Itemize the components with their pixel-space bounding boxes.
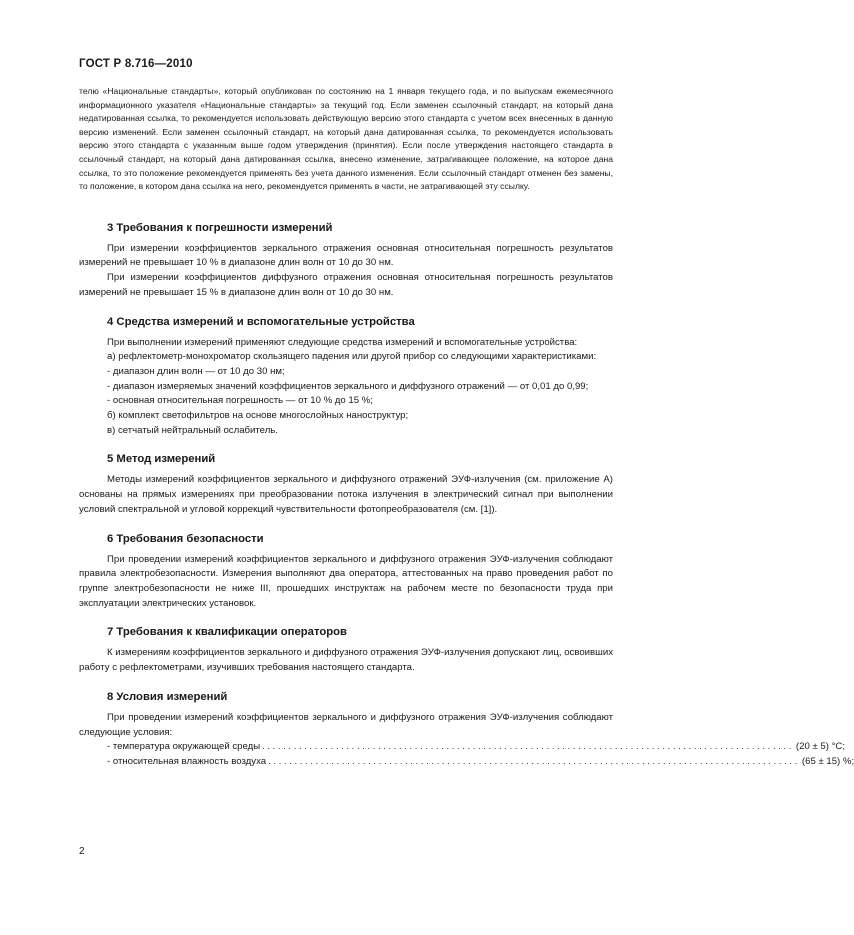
section-5 [79,452,613,517]
section-4-paragraph-1: При выполнении измерений применяют следующие средства измерений и вспомогательные устройства: [107,336,578,348]
intro-paragraph: телю «Национальные стандарты», который опубликован по состоянию на 1 января текущего года, и по выпускам ежемесячного информационного указателя «Национальные стандарты» за текущий год. Если заменен ссылочный стандарт, на который дана недатированная ссылка, то рекомендуется использовать действующую версию этого стандарта с учетом всех внесенных в данную версию изменений. Если заменен ссылочный стандарт, на который дана датированная ссылка, то рекомендуется использовать версию этого стандарта с указанным выше годом утверждения (принятия). Если после утверждения настоящего стандарта в ссылочный стандарт, на который дана датированная ссылка, внесено изменение, затрагивающее положение, на которое дана ссылка, то это положение рекомендуется применять без учета данного изменения. Если ссылочный стандарт отменен без замены, то положение, в котором дана ссылка на него, рекомендуется применять в части, не затрагивающей эту ссылку. [79,86,613,192]
condition-humidity-value: (65 ± 15) %; [801,755,854,767]
section-8-heading: 8 Условия измерений [107,690,228,703]
section-3 [79,221,613,301]
section-4-dash-3: - основная относительная погрешность — от 10 % до 15 %; [107,395,373,407]
condition-temperature-label: - температура окружающей среды [107,741,261,753]
section-4-item-v: в) сетчатый нейтральный ослабитель. [107,424,278,436]
condition-humidity-label: - относительная влажность воздуха [107,755,267,767]
condition-temperature-value: (20 ± 5) °С; [795,741,846,753]
document-code-header: ГОСТ Р 8.716—2010 [79,58,193,70]
dot-leader: ..................................................................................................... [262,741,794,753]
page-content [79,85,854,770]
section-5-heading: 5 Метод измерений [107,453,216,466]
section-3-paragraph-1: При измерении коэффициентов зеркального отражения основная относительная погрешность результатов измерений не превышает 10 % в диапазоне длин волн от 10 до 30 нм. [79,242,613,269]
section-4-dash-1: - диапазон длин волн — от 10 до 30 нм; [107,365,285,377]
section-6-heading: 6 Требования безопасности [107,532,264,545]
section-7-heading: 7 Требования к квалификации операторов [107,626,347,639]
section-6 [79,532,613,612]
section-3-heading: 3 Требования к погрешности измерений [107,221,333,234]
section-8-paragraph-1: При проведении измерений коэффициентов зеркального и диффузного отражения ЭУФ-излучения соблюдают следующие условия: [79,711,613,738]
section-4 [79,315,613,439]
section-4-dash-2: - диапазон измеряемых значений коэффициентов зеркального и диффузного отражений — от 0,01 до 0,99; [107,380,589,392]
section-4-item-a: а) рефлектометр-монохроматор скользящего падения или другой прибор со следующими характеристиками: [107,351,597,363]
condition-humidity [79,755,854,770]
section-5-paragraph-1: Методы измерений коэффициентов зеркального и диффузного отражений ЭУФ-излучения (см. приложение А) основаны на прямых измерениях при преобразовании потока излучения в электрический сигнал при выполнении условий спектральной и угловой коррекций чувствительности фотопреобразователя (см. [1]). [79,474,613,515]
dot-leader: ..................................................................................................... [268,755,800,767]
section-6-paragraph-1: При проведении измерений коэффициентов зеркального и диффузного отражения ЭУФ-излучения соблюдают правила электробезопасности. Измерения выполняют два оператора, аттестованных на право проведения работ по группе электробезопасности не ниже III, прошедших инструктаж на рабочем месте по безопасности труда при эксплуатации электрических установок. [79,553,613,609]
section-7 [79,625,613,675]
section-7-paragraph-1: К измерениям коэффициентов зеркального и диффузного отражения ЭУФ-излучения допускают лиц, освоивших работу с рефлектометрами, изучивших требования настоящего стандарта. [79,647,613,674]
page-number: 2 [79,846,85,857]
section-4-item-b: б) комплект светофильтров на основе многослойных наноструктур; [107,410,409,422]
section-3-paragraph-2: При измерении коэффициентов диффузного отражения основная относительная погрешность результатов измерений не превышает 15 % в диапазоне длин волн от 10 до 30 нм. [79,272,613,298]
condition-temperature [79,740,846,755]
section-8 [79,690,854,770]
section-4-heading: 4 Средства измерений и вспомогательные устройства [107,315,415,328]
